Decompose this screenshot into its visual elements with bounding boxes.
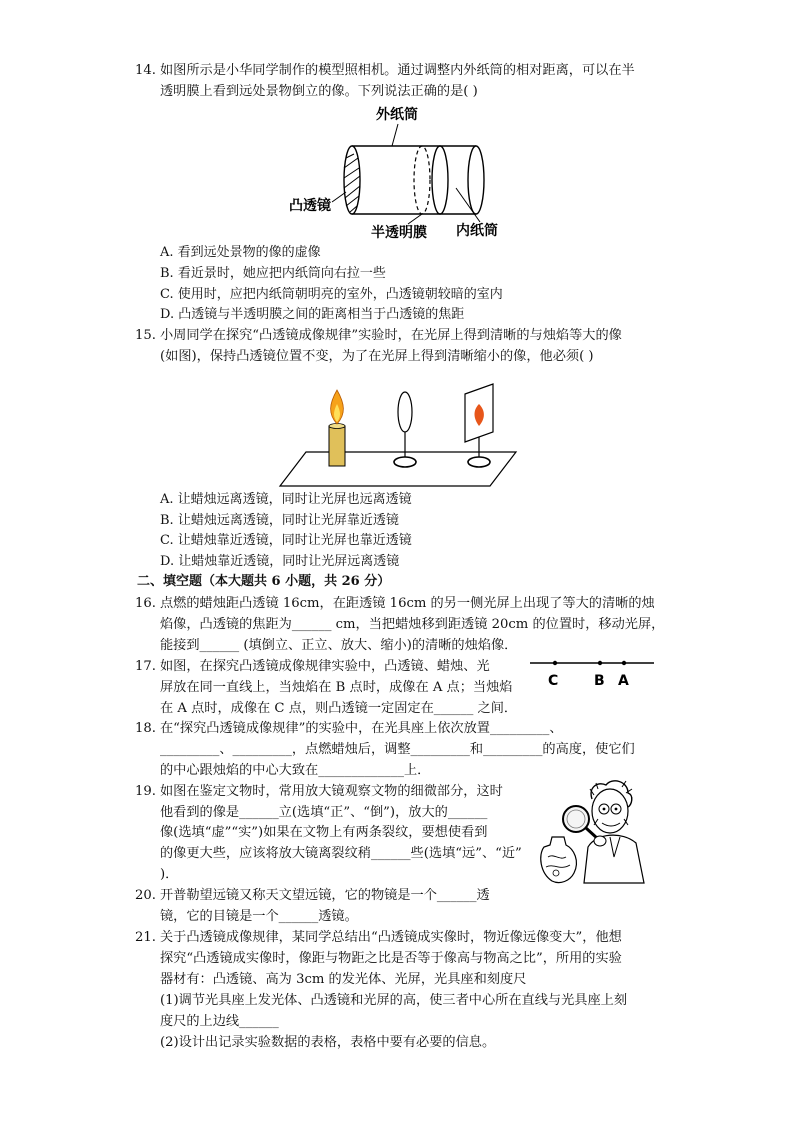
camera-model-figure [280,100,520,242]
inner-tube-label: 内纸筒 [456,223,498,239]
question-text: 开普勒望远镜又称天文望远镜，它的物镜是一个______透 [160,888,490,903]
question-text: 如图，在探究凸透镜成像规律实验中，凸透镜、蜡烛、光 [160,659,490,674]
candle-lens-screen-figure [272,382,522,490]
question-number: 19. [135,784,156,799]
question-text: 小周同学在探究“凸透镜成像规律”实验时，在光屏上得到清晰的与烛焰等大的像 [160,328,622,343]
question-text: 透明膜上看到远处景物倒立的像。下列说法正确的是( ) [160,84,478,99]
question-text: 他看到的像是______立(选填“正”、“倒”)，放大的______ [160,805,488,820]
question-text: (如图)，保持凸透镜位置不变，为了在光屏上得到清晰缩小的像，他必须( ) [160,349,594,364]
question-text: 在“探究凸透镜成像规律”的实验中，在光具座上依次放置_________、 [160,721,563,736]
question-number: 17. [135,659,156,674]
question-text: 点燃的蜡烛距凸透镜 16cm，在距透镜 16cm 的另一侧光屏上出现了等大的清晰的烛 [160,596,655,611]
option-c: C. 使用时，应把内纸筒朝明亮的室外，凸透镜朝较暗的室内 [160,287,503,302]
question-text: 探究“凸透镜成实像时，像距与物距之比是否等于像高与物高之比”，所用的实验 [160,951,622,966]
question-text: )． [160,867,179,882]
question-text: 度尺的上边线______ [160,1014,279,1029]
question-number: 18. [135,721,156,736]
option-d: D. 让蜡烛靠近透镜，同时让光屏远离透镜 [160,554,400,569]
question-text: (1)调节光具座上发光体、凸透镜和光屏的高，使三者中心所在直线与光具座上刻 [160,993,628,1008]
question-text: 的像更大些，应该将放大镜离裂纹稍______些(选填“远”、“近” [160,846,522,861]
option-a: A. 让蜡烛远离透镜，同时让光屏也远离透镜 [160,492,412,507]
question-number: 21. [135,930,156,945]
lens-label: 凸透镜 [289,198,331,214]
question-text: 器材有：凸透镜、高为 3cm 的发光体、光屏，光具座和刻度尺 [160,972,527,987]
point-b-label: B [594,673,605,689]
question-number: 14. [135,63,156,78]
question-text: 焰像，凸透镜的焦距为______ cm，当把蜡烛移到距透镜 20cm 的位置时，移动光屏， [160,617,665,632]
question-text: 如图所示是小华同学制作的模型照相机。通过调整内外纸筒的相对距离，可以在半 [160,63,635,78]
question-text: 在 A 点时，成像在 C 点，则凸透镜一定固定在______ 之间． [160,701,518,716]
question-text: 能接到______ (填倒立、正立、放大、缩小)的清晰的烛焰像． [160,638,518,653]
film-label: 半透明膜 [371,225,427,241]
option-b: B. 看近景时，她应把内纸筒向右拉一些 [160,266,386,281]
magnifier-man-illustration [536,777,648,885]
question-text: 屏放在同一直线上，当烛焰在 B 点时，成像在 A 点；当烛焰 [160,680,513,695]
option-b: B. 让蜡烛远离透镜，同时让光屏靠近透镜 [160,513,399,528]
question-text: _________、_________，点燃蜡烛后，调整_________和_________的高度，使它们 [160,742,635,757]
optical-axis-figure [528,655,658,691]
question-text: (2)设计出记录实验数据的表格，表格中要有必要的信息。 [160,1035,496,1050]
question-text: 的中心跟烛焰的中心大致在_____________上． [160,763,431,778]
outer-tube-label: 外纸筒 [376,107,418,123]
option-d: D. 凸透镜与半透明膜之间的距离相当于凸透镜的焦距 [160,307,465,322]
question-text: 镜，它的目镜是一个______透镜。 [160,909,358,924]
option-c: C. 让蜡烛靠近透镜，同时让光屏也靠近透镜 [160,533,412,548]
question-text: 如图在鉴定文物时，常用放大镜观察文物的细微部分，这时 [160,784,503,799]
point-c-label: C [548,673,559,689]
option-a: A. 看到远处景物的像的虚像 [160,245,321,260]
question-text: 像(选填“虚”“实”)如果在文物上有两条裂纹，要想使看到 [160,825,488,840]
section-title: 二、填空题（本大题共 6 小题，共 26 分） [137,574,391,589]
question-number: 15. [135,328,156,343]
question-number: 20. [135,888,156,903]
point-a-label: A [618,673,629,689]
question-text: 关于凸透镜成像规律，某同学总结出“凸透镜成实像时，物近像远像变大”，他想 [160,930,622,945]
question-number: 16. [135,596,156,611]
